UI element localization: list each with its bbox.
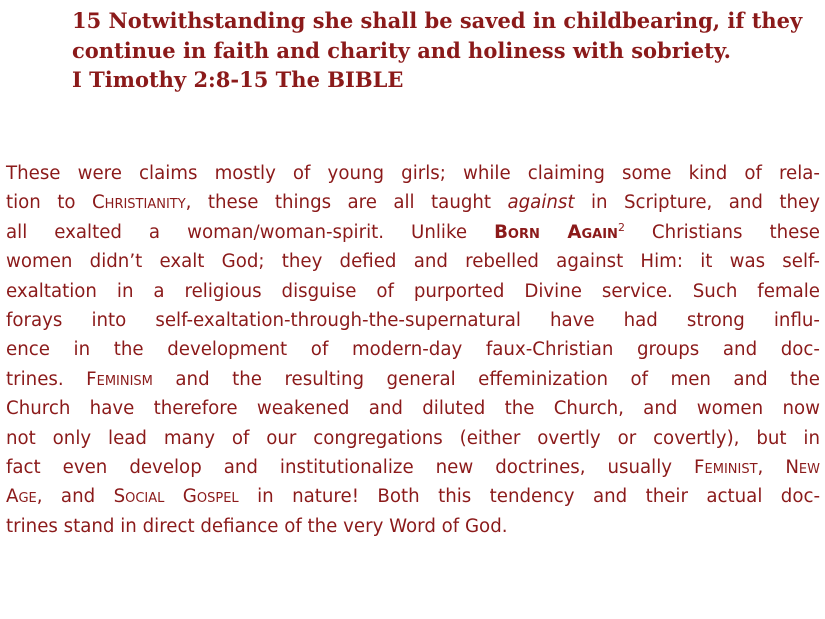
footnote-marker: 2	[617, 220, 625, 234]
term-feminism: Feminism	[86, 368, 153, 390]
text-run: in Scripture, and they	[574, 192, 820, 214]
scripture-quote	[72, 6, 812, 95]
term-new: New	[785, 457, 820, 479]
paragraph-line-13: trines stand in direct defiance of the very Word of God.	[6, 515, 508, 537]
text-run: in nature! Both this tendency and their actual doc-	[238, 486, 821, 508]
quote-reference: I Timothy 2:8-15 The BIBLE	[72, 67, 404, 92]
paragraph-line-9: Church have therefore weakened and diluted the Church, and women now	[6, 398, 820, 420]
paragraph-line-5: exaltation in a religious disguise of purported Divine service. Such female	[6, 280, 820, 302]
paragraph-line-7: ence in the development of modern-day faux-Christian groups and doc-	[6, 339, 820, 361]
paragraph-line-12	[6, 482, 820, 511]
text-run: all exalted a woman/woman-spirit. Unlike	[6, 221, 495, 243]
emphasis-against: against	[507, 192, 575, 214]
term-age: Age	[6, 486, 37, 508]
term-born-again: Born Again	[494, 221, 618, 243]
body-paragraph	[6, 159, 820, 541]
paragraph-line-6: forays into self-exaltation-through-the-supernatural have had strong influ-	[6, 310, 820, 332]
text-run: , these things are all taught	[185, 192, 508, 214]
paragraph-line-8	[6, 365, 820, 394]
text-run: fact even develop and institutionalize new doctrines, usually	[6, 457, 695, 479]
paragraph-line-10: not only lead many of our congregations (either overtly or covertly), but in	[6, 427, 820, 449]
paragraph-line-3	[6, 218, 820, 247]
term-christianity: Christianity	[91, 192, 186, 214]
paragraph-line-11	[6, 453, 820, 482]
text-run: , and	[36, 486, 114, 508]
quote-line-2: continue in faith and charity and holiness with sobriety.	[72, 37, 731, 63]
text-run: trines.	[6, 368, 87, 390]
paragraph-line-4: women didn’t exalt God; they defied and rebelled against Him: it was self-	[6, 251, 820, 273]
text-run: and the resulting general effeminization of men and the	[152, 368, 820, 390]
term-social-gospel: Social Gospel	[113, 486, 239, 508]
term-feminist: Feminist	[694, 457, 758, 479]
text-run: Christians these	[624, 221, 820, 243]
text-run: ,	[757, 457, 786, 479]
text-run: tion to	[6, 192, 92, 214]
paragraph-line-1: These were claims mostly of young girls; while claiming some kind of rela-	[6, 163, 820, 184]
paragraph-line-2	[6, 188, 820, 217]
quote-line-1: 15 Notwithstanding she shall be saved in childbearing, if they	[72, 8, 803, 33]
